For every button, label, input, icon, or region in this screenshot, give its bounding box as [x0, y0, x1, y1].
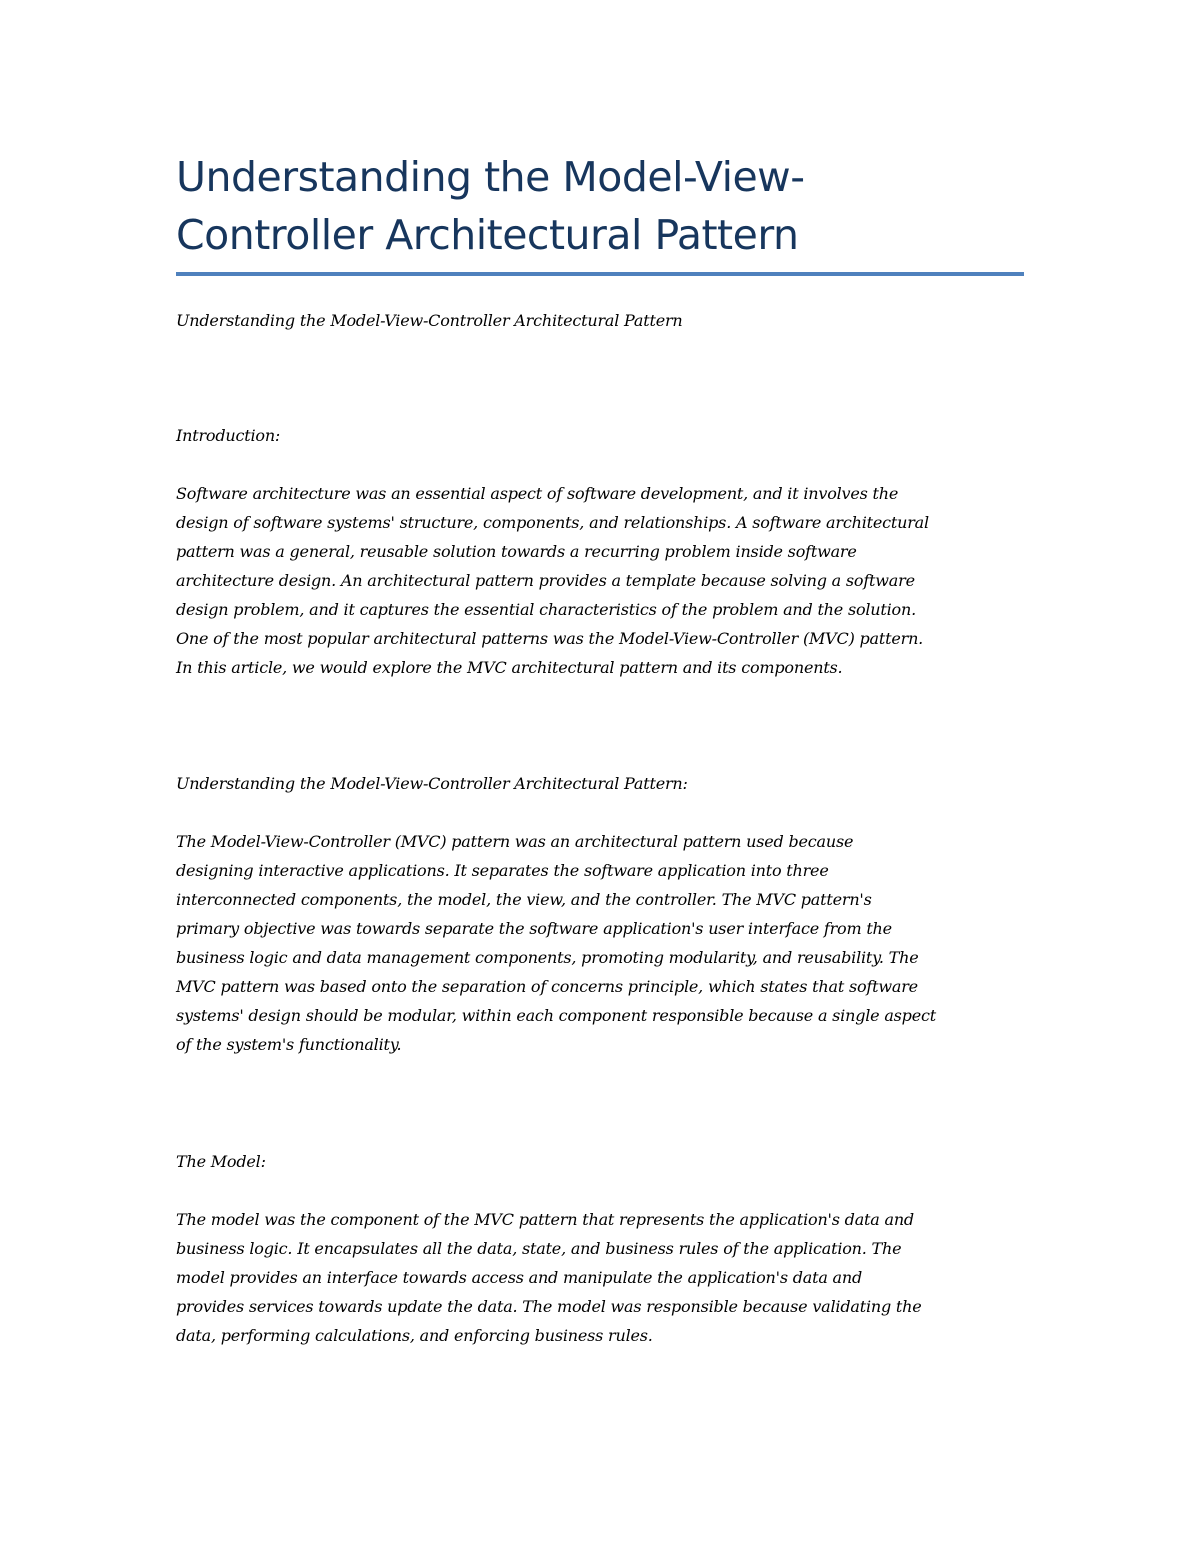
introduction-paragraph — [176, 479, 1036, 682]
paragraph-line: of the system's functionality. — [176, 1035, 402, 1054]
paragraph-line: primary objective was towards separate the software application's user interface from the — [176, 919, 892, 938]
paragraph-line: design problem, and it captures the essential characteristics of the problem and the solution. — [176, 600, 916, 619]
paragraph-line: pattern was a general, reusable solution towards a recurring problem inside software — [176, 542, 857, 561]
paragraph-line: The Model-View-Controller (MVC) pattern was an architectural pattern used because — [176, 832, 854, 851]
paragraph-line: systems' design should be modular, within each component responsible because a single aspect — [176, 1006, 936, 1025]
model-section-heading-text: The Model: — [176, 1152, 266, 1171]
paragraph-line: business logic and data management components, promoting modularity, and reusability. The — [176, 948, 919, 967]
model-section-heading — [176, 1147, 1036, 1176]
paragraph-line: MVC pattern was based onto the separation of concerns principle, which states that software — [176, 977, 918, 996]
paragraph-line: interconnected components, the model, the view, and the controller. The MVC pattern's — [176, 890, 872, 909]
paragraph-line: One of the most popular architectural patterns was the Model-View-Controller (MVC) pattern. — [176, 629, 924, 648]
subtitle-text: Understanding the Model-View-Controller Architectural Pattern — [176, 311, 683, 330]
paragraph-line: data, performing calculations, and enforcing business rules. — [176, 1326, 653, 1345]
paragraph-line: In this article, we would explore the MVC architectural pattern and its components. — [176, 658, 843, 677]
paragraph-line: architecture design. An architectural pattern provides a template because solving a software — [176, 571, 915, 590]
document-subtitle — [176, 306, 1036, 335]
mvc-section-heading-text: Understanding the Model-View-Controller Architectural Pattern: — [176, 774, 688, 793]
paragraph-line: provides services towards update the data. The model was responsible because validating the — [176, 1297, 922, 1316]
paragraph-line: business logic. It encapsulates all the data, state, and business rules of the application. The — [176, 1239, 902, 1258]
introduction-heading-text: Introduction: — [176, 426, 281, 445]
model-section-paragraph — [176, 1205, 1036, 1350]
mvc-section-paragraph — [176, 827, 1036, 1059]
paragraph-line: model provides an interface towards access and manipulate the application's data and — [176, 1268, 863, 1287]
paragraph-line: The model was the component of the MVC pattern that represents the application's data and — [176, 1210, 914, 1229]
document-title — [176, 148, 1036, 264]
document-title-line: Understanding the Model-View- — [176, 153, 805, 201]
title-underline-rule — [176, 272, 1024, 276]
introduction-heading — [176, 421, 1036, 450]
paragraph-line: Software architecture was an essential aspect of software development, and it involves the — [176, 484, 899, 503]
paragraph-line: designing interactive applications. It separates the software application into three — [176, 861, 829, 880]
paragraph-line: design of software systems' structure, components, and relationships. A software architectural — [176, 513, 929, 532]
document-title-line: Controller Architectural Pattern — [176, 211, 799, 259]
mvc-section-heading — [176, 769, 1036, 798]
